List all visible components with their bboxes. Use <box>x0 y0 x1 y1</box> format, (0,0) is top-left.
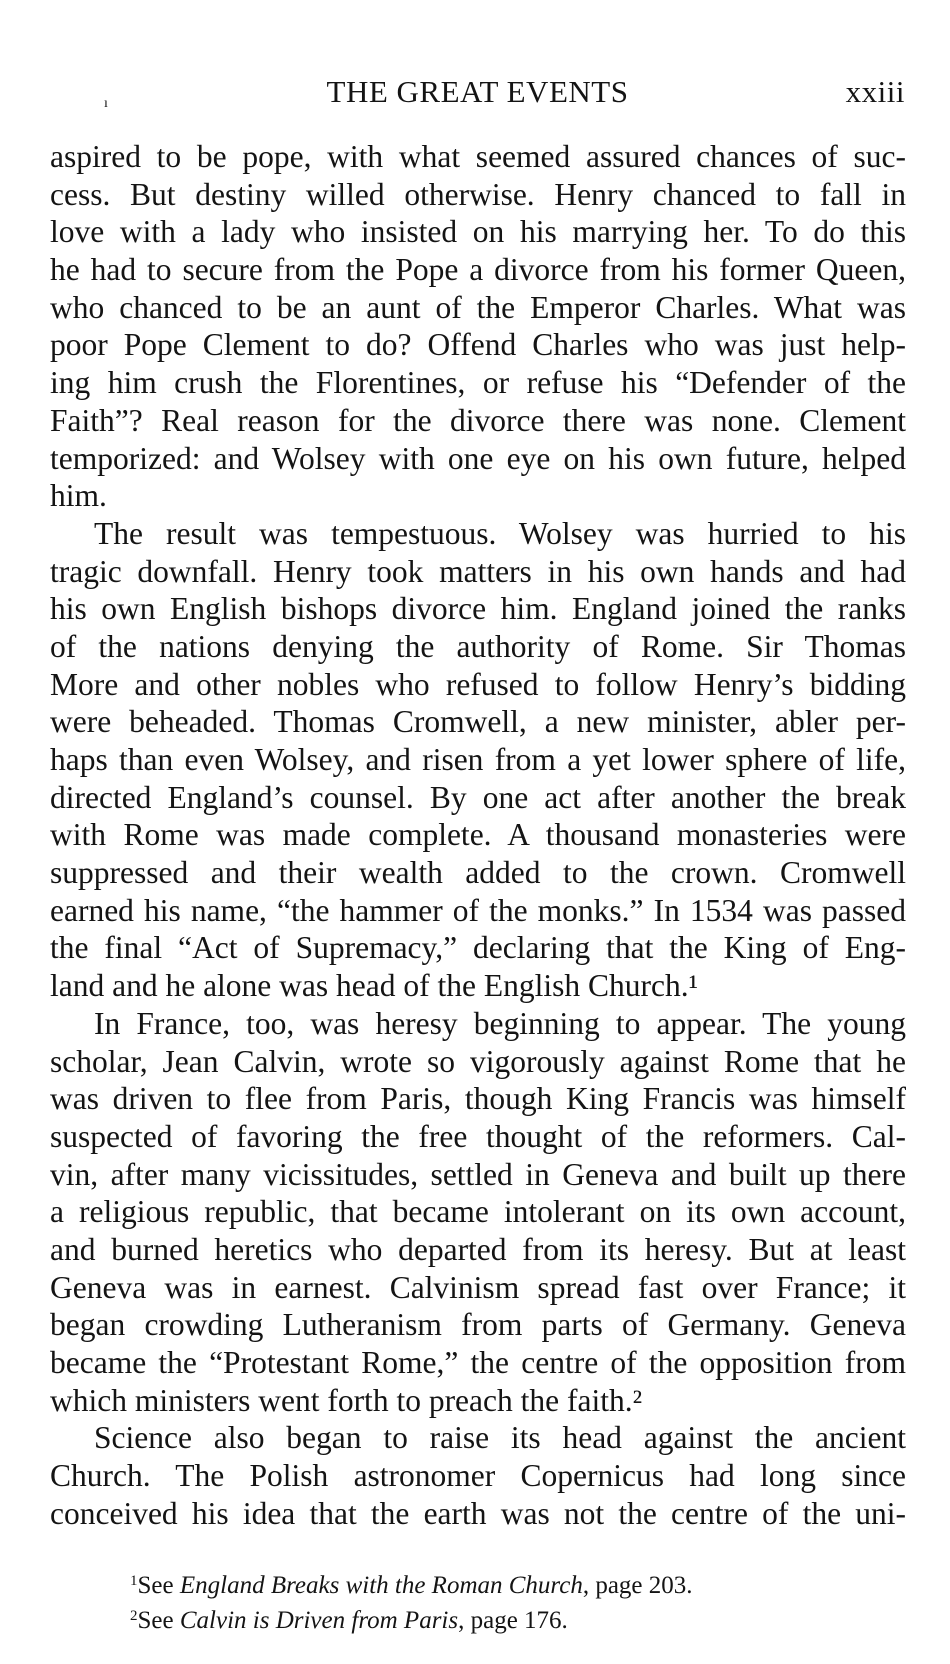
footnote-page: , page 203. <box>582 1572 693 1599</box>
text-line: More and other nobles who refused to follow Henry’s bidding <box>50 666 906 702</box>
text-line: land and he alone was head of the English Church.¹ <box>50 968 699 1004</box>
text-line: the final “Act of Supremacy,” declaring that the King of Eng- <box>50 930 906 966</box>
text-line: which ministers went forth to preach the faith.² <box>50 1382 643 1418</box>
text-line: earned his name, “the hammer of the monks.” In 1534 was passed <box>50 892 906 928</box>
footnote-title: England Breaks with the Roman Church <box>179 1572 583 1599</box>
text-line: with Rome was made complete. A thousand monasteries were <box>50 817 906 853</box>
text-line: of the nations denying the authority of Rome. Sir Thomas <box>50 628 906 664</box>
footnote-page: , page 176. <box>458 1607 568 1634</box>
text-line: Science also began to raise its head against the ancient <box>94 1420 906 1456</box>
text-line: suppressed and their wealth added to the crown. Cromwell <box>50 855 906 891</box>
text-line: ing him crush the Florentines, or refuse his “Defender of the <box>50 365 906 401</box>
running-head-title: THE GREAT EVENTS <box>326 74 629 109</box>
text-line: Faith”? Real reason for the divorce there was none. Clement <box>50 402 906 438</box>
footnote-prefix: See <box>137 1572 180 1599</box>
margin-mark: ı <box>104 96 109 111</box>
footnote-prefix: See <box>137 1607 180 1634</box>
text-line: In France, too, was heresy beginning to appear. The young <box>94 1005 906 1041</box>
footnote-marker: 1 <box>130 1573 138 1589</box>
page-number: xxiii <box>845 74 905 109</box>
text-line: he had to secure from the Pope a divorce from his former Queen, <box>50 252 906 288</box>
footnote-title: Calvin is Driven from Paris <box>179 1607 459 1634</box>
text-line: The result was tempestuous. Wolsey was hurried to his <box>94 515 906 551</box>
text-line: was driven to flee from Paris, though King Francis was himself <box>50 1081 906 1117</box>
text-line: became the “Protestant Rome,” the centre of the opposition from <box>50 1345 906 1380</box>
text-line: his own English bishops divorce him. England joined the ranks <box>50 591 906 627</box>
text-line: cess. But destiny willed otherwise. Henry chanced to fall in <box>50 176 906 212</box>
text-line: poor Pope Clement to do? Offend Charles who was just help- <box>50 327 906 363</box>
text-line: aspired to be pope, with what seemed assured chances of suc- <box>50 139 906 174</box>
text-line: haps than even Wolsey, and risen from a yet lower sphere of life, <box>50 742 906 777</box>
footnotes <box>130 1566 693 1636</box>
running-head <box>50 74 905 114</box>
text-line: Church. The Polish astronomer Copernicus had long since <box>50 1458 906 1494</box>
footnote <box>130 1601 693 1636</box>
text-line: suspected of favoring the free thought of the reformers. Cal- <box>50 1118 906 1154</box>
text-line: scholar, Jean Calvin, wrote so vigorously against Rome that he <box>50 1043 906 1079</box>
text-line: temporized: and Wolsey with one eye on his own future, helped <box>50 440 906 476</box>
body-text <box>50 138 906 1532</box>
text-line: tragic downfall. Henry took matters in his own hands and had <box>50 553 906 589</box>
text-line: who chanced to be an aunt of the Emperor Charles. What was <box>50 289 906 325</box>
text-line: a religious republic, that became intolerant on its own account, <box>50 1194 906 1230</box>
text-line: Geneva was in earnest. Calvinism spread fast over France; it <box>50 1269 906 1305</box>
footnote <box>130 1566 693 1601</box>
text-line: and burned heretics who departed from its heresy. But at least <box>50 1231 906 1267</box>
text-line: him. <box>50 478 107 514</box>
text-line: directed England’s counsel. By one act after another the break <box>50 779 906 815</box>
text-line: were beheaded. Thomas Cromwell, a new minister, abler per- <box>50 704 906 740</box>
footnote-marker: 2 <box>130 1608 138 1624</box>
text-line: love with a lady who insisted on his marrying her. To do this <box>50 214 906 250</box>
text-line: conceived his idea that the earth was not the centre of the uni- <box>50 1495 906 1531</box>
text-line: began crowding Lutheranism from parts of Germany. Geneva <box>50 1307 906 1343</box>
text-line: vin, after many vicissitudes, settled in Geneva and built up there <box>50 1156 906 1192</box>
